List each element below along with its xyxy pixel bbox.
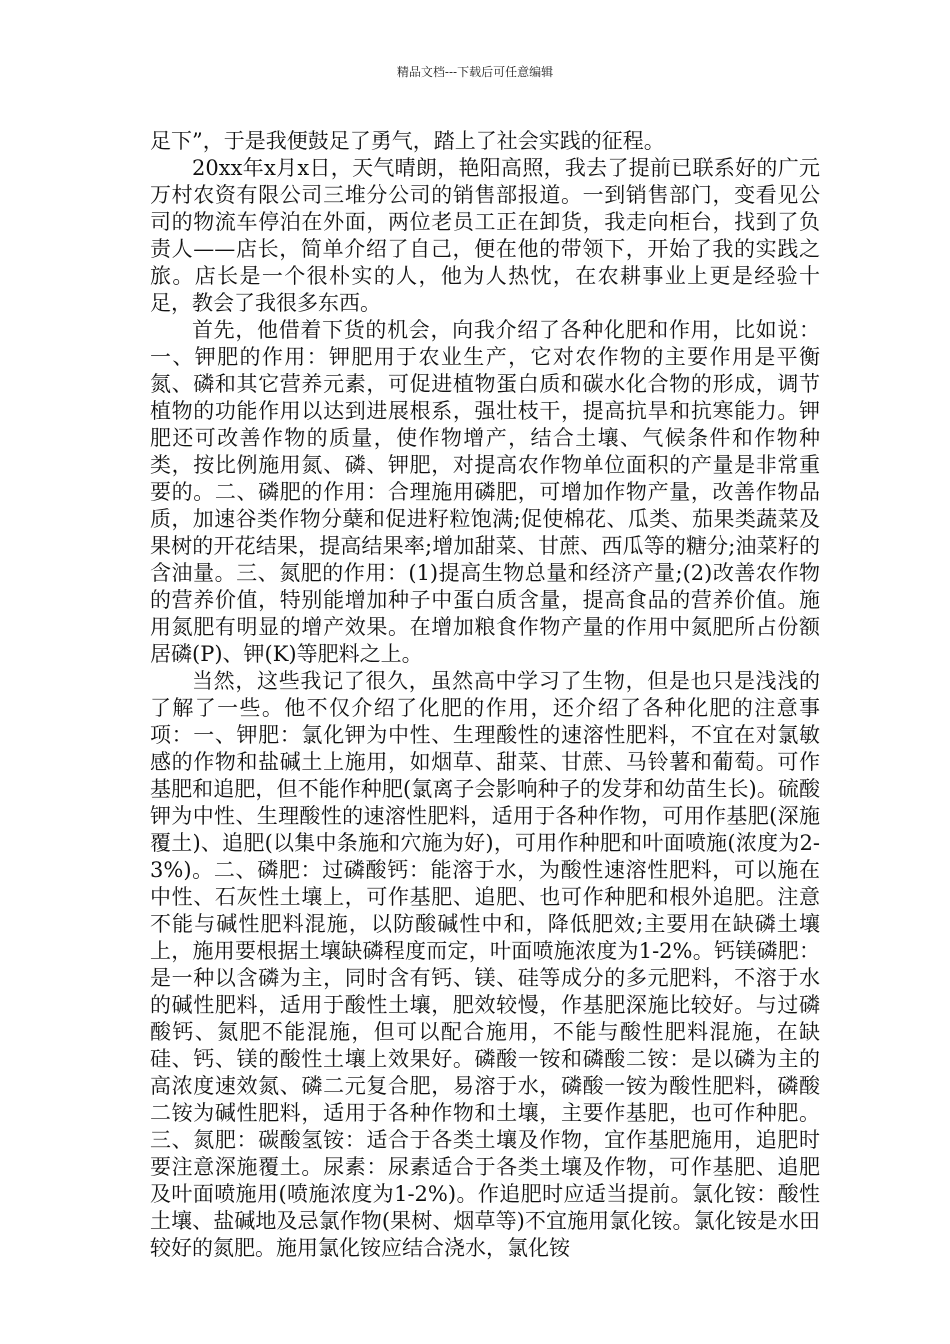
paragraph-visit-date: 20xx年x月x日，天气晴朗，艳阳高照，我去了提前已联系好的广元万村农资有限公司三堆分公司的销售部报道。一到销售部门，变看见公司的物流车停泊在外面，两位老员工正在卸货，我走向柜台，找到了负责人——店长，简单介绍了自己，便在他的带领下，开始了我的实践之旅。店长是一个很朴实的人，他为人热忱，在农耕事业上更是经验十足，教会了我很多东西。 <box>150 156 820 315</box>
paragraph-continuation: 足下”，于是我便鼓足了勇气，踏上了社会实践的征程。 <box>150 129 665 153</box>
page-header: 精品文档---下载后可任意编辑 <box>396 65 554 79</box>
paragraph-fertilizer-precautions: 当然，这些我记了很久，虽然高中学习了生物，但是也只是浅浅的了解了一些。他不仅介绍了化肥的作用，还介绍了各种化肥的注意事项：一、钾肥：氯化钾为中性、生理酸性的速溶性肥料，不宜在对氯敏感的作物和盐碱土上施用，如烟草、甜菜、甘蔗、马铃薯和葡萄。可作基肥和追肥，但不能作种肥(氯离子会影响种子的发芽和幼苗生长)。硫酸钾为中性、生理酸性的速溶性肥料，适用于各种作物，可用作基肥(深施覆土)、追肥(以集中条施和穴施为好)，可用作种肥和叶面喷施(浓度为2-3%)。二、磷肥：过磷酸钙：能溶于水，为酸性速溶性肥料，可以施在中性、石灰性土壤上，可作基肥、追肥、也可作种肥和根外追肥。注意不能与碱性肥料混施，以防酸碱性中和，降低肥效;主要用在缺磷土壤上，施用要根据土壤缺磷程度而定，叶面喷施浓度为1-2%。钙镁磷肥：是一种以含磷为主，同时含有钙、镁、硅等成分的多元肥料，不溶于水的碱性肥料，适用于酸性土壤，肥效较慢，作基肥深施比较好。与过磷酸钙、氮肥不能混施，但可以配合施用，不能与酸性肥料混施，在缺硅、钙、镁的酸性土壤上效果好。磷酸一铵和磷酸二铵：是以磷为主的高浓度速效氮、磷二元复合肥，易溶于水，磷酸一铵为酸性肥料，磷酸二铵为碱性肥料，适用于各种作物和土壤，主要作基肥，也可作种肥。三、氮肥：碳酸氢铵：适合于各类土壤及作物，宜作基肥施用，追肥时要注意深施覆土。尿素：尿素适合于各类土壤及作物，可作基肥、追肥及叶面喷施用(喷施浓度为1-2%)。作追肥时应适当提前。氯化铵：酸性土壤、盐碱地及忌氯作物(果树、烟草等)不宜施用氯化铵。氯化铵是水田较好的氮肥。施用氯化铵应结合浇水，氯化铵 <box>150 669 820 1260</box>
paragraph-fertilizer-effects: 首先，他借着下货的机会，向我介绍了各种化肥和作用，比如说：一、钾肥的作用：钾肥用于农业生产，它对农作物的主要作用是平衡氮、磷和其它营养元素，可促进植物蛋白质和碳水化合物的形成，调节植物的功能作用以达到进展根系，强壮枝干，提高抗旱和抗寒能力。钾肥还可改善作物的质量，使作物增产，结合土壤、气候条件和作物种类，按比例施用氮、磷、钾肥，对提高农作物单位面积的产量是非常重要的。二、磷肥的作用：合理施用磷肥，可增加作物产量，改善作物品质，加速谷类作物分蘖和促进籽粒饱满;促使棉花、瓜类、茄果类蔬菜及果树的开花结果，提高结果率;增加甜菜、甘蔗、西瓜等的糖分;油菜籽的含油量。三、氮肥的作用：(1)提高生物总量和经济产量;(2)改善农作物的营养价值，特别能增加种子中蛋白质含量，提高食品的营养价值。施用氮肥有明显的增产效果。在增加粮食作物产量的作用中氮肥所占份额居磷(P)、钾(K)等肥料之上。 <box>150 318 820 666</box>
document-body <box>150 128 820 1262</box>
